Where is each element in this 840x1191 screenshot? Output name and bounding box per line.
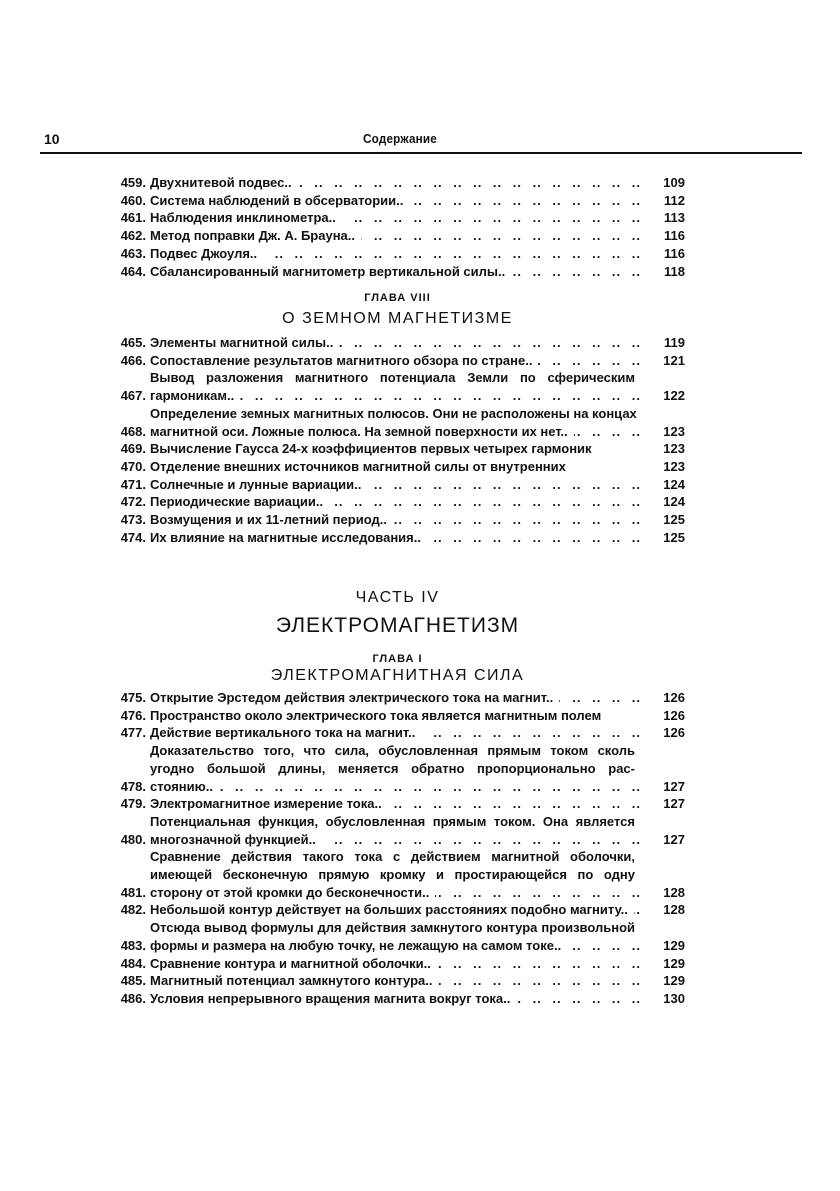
entry-title [150, 529, 641, 547]
entry-text: Сопоставление результатов магнитного обзора по стране.. [150, 353, 538, 368]
entry-title [150, 511, 641, 529]
entry-text: Вычисление Гаусса 24-х коэффициентов первых четырех гармоник [150, 441, 598, 456]
entry-number: 476. [120, 707, 146, 723]
toc-entry [110, 511, 685, 529]
entry-page: 123 [663, 458, 685, 474]
entry-number: 465. [120, 335, 146, 350]
entry-number: 462. [120, 228, 146, 244]
entry-title [150, 476, 641, 494]
entry-number: 459. [120, 175, 146, 190]
entry-title [150, 990, 641, 1008]
toc-entry [110, 263, 685, 281]
entry-title [150, 955, 641, 973]
entry-title [150, 458, 641, 476]
entry-number: 464. [120, 263, 146, 279]
entry-title [150, 245, 641, 263]
toc-section-3 [110, 689, 685, 1008]
header-rule [40, 152, 802, 154]
entry-page: 130 [663, 990, 685, 1006]
entry-title [150, 742, 641, 795]
entry-page: 126 [663, 707, 685, 723]
entry-page: 116 [664, 228, 685, 244]
toc-entry [110, 707, 685, 725]
entry-number: 469. [120, 441, 146, 457]
part-label: ЧАСТЬ IV [355, 589, 440, 606]
chapter-label: ГЛАВА VIII [364, 292, 431, 304]
entry-title [150, 369, 641, 404]
entry-title [150, 901, 641, 919]
entry-text: Сравнение действия такого тока с действием магнитной оболочки, имеющей бесконечную прямую кромку и простирающейся по одну сторону от этой кромки до бесконечности.. [150, 849, 641, 899]
entry-number: 481. [120, 884, 146, 900]
toc-entry [110, 813, 685, 848]
entry-text: Открытие Эрстедом действия электрического тока на магнит.. [150, 690, 559, 705]
entry-number: 475. [120, 690, 146, 705]
entry-text: Метод поправки Дж. А. Брауна.. [150, 228, 361, 243]
entry-page: 126 [663, 690, 685, 705]
toc-section-2 [110, 334, 685, 546]
entry-text: Возмущения и их 11-летний период.. [150, 512, 393, 527]
toc-entry [110, 972, 685, 990]
entry-title [150, 707, 641, 725]
toc-entry [110, 405, 685, 440]
entry-page: 112 [664, 192, 685, 208]
entry-page: 127 [663, 796, 685, 812]
toc-entry [110, 795, 685, 813]
entry-number: 486. [120, 990, 146, 1006]
entry-number: 473. [120, 512, 146, 528]
toc-entry [110, 848, 685, 901]
entry-text: Их влияние на магнитные исследования.. [150, 530, 427, 545]
entry-text: Элементы магнитной силы.. [150, 335, 339, 350]
entry-page: 125 [663, 529, 685, 545]
entry-page: 121 [663, 352, 685, 368]
entry-title [150, 689, 641, 707]
entry-text: Определение земных магнитных полюсов. Они не расположены на концах магнитной оси. Ложные полюса. На земной поверхности их нет.. [150, 406, 641, 439]
entry-number: 483. [120, 937, 146, 953]
entry-title [150, 795, 641, 813]
entry-text: Потенциальная функция, обусловленная прямым током. Она является многозначной функцией.. [150, 814, 641, 847]
toc-entry [110, 440, 685, 458]
toc-entry [110, 209, 685, 227]
entry-page: 124 [663, 494, 685, 510]
chapter-title: О ЗЕМНОМ МАГНЕТИЗМЕ [282, 310, 513, 327]
chapter-title: ЭЛЕКТРОМАГНИТНАЯ СИЛА [270, 667, 525, 684]
entry-page: 122 [663, 388, 685, 404]
entry-text: Периодические вариации.. [150, 494, 329, 509]
entry-number: 474. [120, 529, 146, 545]
entry-number: 477. [120, 725, 146, 741]
entry-page: 124 [663, 476, 685, 492]
chapter-label: ГЛАВА I [372, 653, 423, 665]
entry-text: Солнечные и лунные вариации.. [150, 477, 367, 492]
entry-title [150, 972, 641, 990]
entry-title [150, 192, 641, 210]
toc-entry [110, 742, 685, 795]
toc-entry [110, 369, 685, 404]
entry-text: Небольшой контур действует на больших расстояниях подобно магниту.. [150, 902, 634, 917]
entry-page: 129 [663, 955, 685, 971]
toc-entry [110, 955, 685, 973]
toc-entry [110, 458, 685, 476]
entry-number: 463. [120, 245, 146, 261]
entry-title [150, 174, 641, 192]
entry-number: 467. [120, 388, 146, 404]
toc-entry [110, 990, 685, 1008]
entry-page: 109 [663, 175, 685, 190]
entry-number: 478. [120, 778, 146, 794]
entry-title [150, 334, 641, 352]
toc-entry [110, 493, 685, 511]
entry-page: 125 [663, 512, 685, 528]
page-number: 10 [44, 131, 60, 147]
toc-entry [110, 689, 685, 707]
entry-number: 461. [120, 210, 146, 226]
entry-number: 480. [120, 831, 146, 847]
running-title: Содержание [363, 131, 437, 146]
entry-page: 123 [663, 423, 685, 439]
entry-title [150, 352, 641, 370]
toc-entry [110, 174, 685, 192]
part-title: ЭЛЕКТРОМАГНЕТИЗМ [275, 614, 520, 637]
entry-text: Отсюда вывод формулы для действия замкнутого контура произвольной формы и размера на любую точку, не лежащую на самом токе.. [150, 920, 641, 953]
entry-number: 484. [120, 955, 146, 971]
entry-title [150, 227, 641, 245]
toc-entry [110, 919, 685, 954]
toc-entry [110, 192, 685, 210]
toc-entry [110, 352, 685, 370]
toc-entry [110, 529, 685, 547]
entry-number: 485. [120, 973, 146, 989]
entry-text: Сравнение контура и магнитной оболочки.. [150, 956, 437, 971]
entry-page: 116 [664, 245, 685, 261]
entry-title [150, 724, 641, 742]
entry-title [150, 440, 641, 458]
entry-page: 123 [663, 441, 685, 457]
entry-text: Магнитный потенциал замкнутого контура.. [150, 973, 439, 988]
entry-number: 472. [120, 494, 146, 510]
entry-title [150, 493, 641, 511]
entry-number: 468. [120, 423, 146, 439]
entry-page: 119 [664, 335, 685, 350]
entry-title [150, 209, 641, 227]
toc-section-1 [110, 174, 685, 280]
entry-text: Электромагнитное измерение тока.. [150, 796, 388, 811]
entry-page: 127 [663, 778, 685, 794]
entry-number: 466. [120, 352, 146, 368]
entry-text: Сбалансированный магнитометр вертикальной силы.. [150, 264, 511, 279]
entry-title [150, 848, 641, 901]
entry-number: 482. [120, 902, 146, 918]
entry-number: 471. [120, 476, 146, 492]
entry-text: Действие вертикального тока на магнит.. [150, 725, 421, 740]
entry-text: Подвес Джоуля.. [150, 246, 263, 261]
entry-page: 118 [664, 263, 685, 279]
entry-number: 460. [120, 192, 146, 208]
toc-entry [110, 476, 685, 494]
entry-text: Пространство около электрического тока является магнитным полем [150, 708, 607, 723]
toc-entry [110, 334, 685, 352]
entry-text: Доказательство того, что сила, обусловленная прямым током сколь угодно большой длины, меняется обратно пропорционально расстоянию.. [150, 743, 641, 793]
entry-page: 129 [663, 973, 685, 989]
entry-text: Двухнитевой подвес.. [150, 175, 298, 190]
entry-page: 126 [663, 725, 685, 741]
entry-title [150, 919, 641, 954]
entry-text: Условия непрерывного вращения магнита вокруг тока.. [150, 991, 516, 1006]
entry-page: 128 [663, 884, 685, 900]
entry-page: 128 [663, 902, 685, 918]
entry-title [150, 263, 641, 281]
entry-text: Вывод разложения магнитного потенциала Земли по сферическим гармоникам.. [150, 370, 641, 403]
toc-entry [110, 901, 685, 919]
entry-number: 479. [120, 796, 146, 812]
entry-text: Отделение внешних источников магнитной силы от внутренних [150, 459, 572, 474]
entry-page: 127 [663, 831, 685, 847]
entry-page: 129 [663, 937, 685, 953]
toc-entry [110, 227, 685, 245]
entry-title [150, 813, 641, 848]
toc-entry [110, 724, 685, 742]
entry-text: Система наблюдений в обсерватории.. [150, 193, 409, 208]
entry-title [150, 405, 641, 440]
entry-number: 470. [120, 458, 146, 474]
entry-text: Наблюдения инклинометра.. [150, 210, 342, 225]
entry-page: 113 [664, 210, 685, 226]
toc-entry [110, 245, 685, 263]
